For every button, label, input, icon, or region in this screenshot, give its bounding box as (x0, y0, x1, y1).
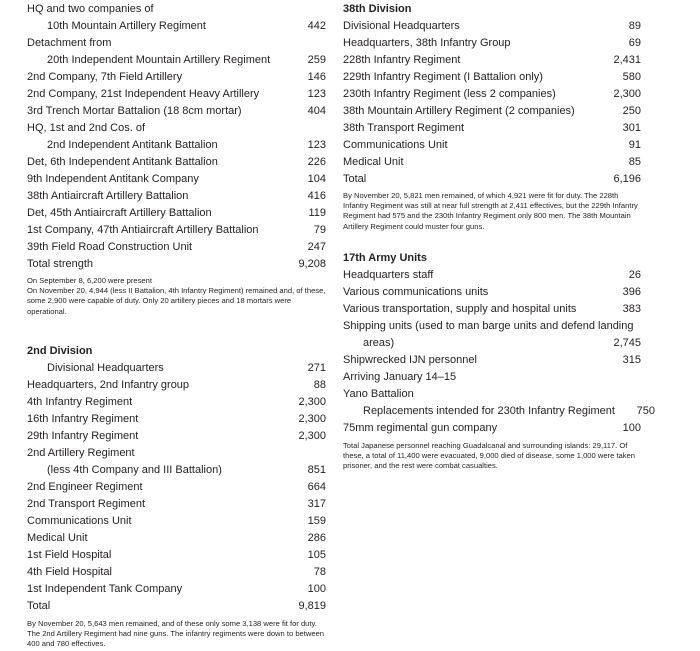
strength-value: 78 (313, 566, 326, 579)
strength-value: 2,300 (613, 87, 641, 100)
unit-label: Medical Unit (27, 532, 88, 545)
strength-value: 146 (307, 70, 326, 83)
strength-value: 250 (622, 104, 641, 117)
unit-label: 38th Transport Regiment (343, 121, 465, 134)
section-heading (343, 250, 641, 267)
table-row (27, 102, 326, 119)
table-row (343, 267, 641, 284)
unit-label: 1st Independent Tank Company (27, 583, 183, 596)
strength-value: 383 (622, 303, 641, 316)
unit-label: (less 4th Company and III Battalion) (47, 464, 222, 477)
strength-value: 580 (622, 70, 641, 83)
unit-label: Total (27, 600, 51, 613)
footnote: On September 8, 6,200 were present (27, 276, 152, 285)
unit-label: 229th Infantry Regiment (I Battalion only) (343, 70, 543, 83)
table-row (27, 153, 326, 170)
unit-label: Detachment from (27, 36, 112, 49)
strength-value: 69 (628, 36, 641, 49)
strength-value: 271 (307, 362, 326, 375)
table-row (343, 284, 641, 301)
unit-label: 228th Infantry Regiment (343, 53, 461, 66)
table-row (27, 377, 326, 394)
table-row (27, 496, 326, 513)
unit-label: 4th Infantry Regiment (27, 396, 133, 409)
unit-label: 17th Army Units (343, 252, 427, 265)
table-row (27, 581, 326, 598)
table-row (343, 85, 641, 102)
strength-table (343, 0, 641, 187)
strength-value: 286 (307, 532, 326, 545)
strength-value: 2,745 (613, 337, 641, 350)
strength-value: 259 (307, 53, 326, 66)
strength-value: 247 (307, 240, 326, 253)
table-row (343, 335, 641, 352)
table-row (27, 411, 326, 428)
table-row (27, 445, 326, 462)
table-row (343, 119, 641, 136)
unit-label: Det, 6th Independent Antitank Battalion (27, 155, 218, 168)
unit-label: 10th Mountain Artillery Regiment (47, 19, 206, 32)
unit-label: 2nd Artillery Regiment (27, 447, 135, 460)
unit-label: 2nd Company, 7th Field Artillery (27, 70, 183, 83)
unit-label: 1st Company, 47th Antiaircraft Artillery Battalion (27, 223, 259, 236)
table-row (27, 238, 326, 255)
unit-label: Yano Battalion (343, 388, 414, 401)
table-row (343, 352, 641, 369)
strength-table (343, 250, 655, 437)
table-row (343, 170, 641, 187)
unit-label: Det, 45th Antiaircraft Artillery Battalion (27, 206, 212, 219)
unit-label: 9th Independent Antitank Company (27, 172, 199, 185)
table-row (343, 68, 641, 85)
strength-value: 123 (307, 138, 326, 151)
footnote: By November 20, 5,643 men remained, and of these only some 3,138 were fit for duty. The 2nd Artillery Regiment had nine guns. The infantry regiments were down to between 400 and 780 effectives. (27, 618, 325, 649)
table-row (343, 318, 641, 335)
table-row (27, 34, 326, 51)
strength-value: 104 (307, 172, 326, 185)
table-row (27, 462, 326, 479)
unit-label: 75mm regimental gun company (343, 422, 498, 435)
strength-value: 2,300 (298, 413, 326, 426)
footnote: On November 20, 4,944 (less II Battalion, 4th Infantry Regiment) remained and, of these, some 2,900 were capable of duty. Only 20 artillery pieces and 18 mortars were operational. (27, 286, 326, 316)
unit-label: 2nd Company, 21st Independent Heavy Artillery (27, 87, 260, 100)
strength-value: 88 (313, 379, 326, 392)
strength-value: 2,300 (298, 396, 326, 409)
table-row (27, 360, 326, 377)
strength-value: 664 (307, 481, 326, 494)
table-row (27, 17, 326, 34)
strength-value: 2,300 (298, 430, 326, 443)
table-row (27, 136, 326, 153)
strength-value: 91 (628, 138, 641, 151)
unit-label: 3rd Trench Mortar Battalion (18 8cm mortar) (27, 104, 242, 117)
unit-label: 4th Field Hospital (27, 566, 112, 579)
table-row (27, 564, 326, 581)
table-row (343, 51, 641, 68)
unit-label: 2nd Transport Regiment (27, 498, 146, 511)
table-row (27, 598, 326, 615)
unit-label: 20th Independent Mountain Artillery Regiment (47, 53, 271, 66)
unit-label: Various communications units (343, 286, 489, 299)
table-row (27, 170, 326, 187)
table-row (27, 68, 326, 85)
unit-label: 2nd Engineer Regiment (27, 481, 143, 494)
strength-value: 2,431 (613, 53, 641, 66)
strength-table (27, 343, 326, 615)
strength-value: 26 (628, 269, 641, 282)
unit-label: Divisional Headquarters (47, 362, 164, 375)
unit-label: Shipping units (used to man barge units and defend landing (343, 320, 634, 333)
table-row (343, 17, 641, 34)
strength-value: 317 (307, 498, 326, 511)
unit-label: Total (343, 172, 367, 185)
table-row (343, 153, 641, 170)
unit-label: 16th Infantry Regiment (27, 413, 139, 426)
footnote: By November 20, 5,821 men remained, of which 4,921 were fit for duty. The 228th Infantry Regiment was still at near full strength at 2,411 effectives, but the 229th Infantry Regiment had 575 and the 230th Infantry Regiment only 800 men. The 38th Mountain Artillery Regiment could muster four guns. (343, 191, 638, 231)
table-row (27, 394, 326, 411)
unit-label: 38th Division (343, 2, 412, 15)
table-row (27, 221, 326, 238)
strength-value: 89 (628, 19, 641, 32)
unit-label: Headquarters, 2nd Infantry group (27, 379, 190, 392)
table-row (343, 301, 641, 318)
unit-label: Communications Unit (27, 515, 132, 528)
strength-value: 750 (636, 405, 655, 418)
table-row (27, 85, 326, 102)
strength-value: 123 (307, 87, 326, 100)
table-row (343, 34, 641, 51)
table-row (343, 403, 655, 420)
section-heading (27, 343, 326, 360)
table-row (27, 204, 326, 221)
unit-label: 38th Antiaircraft Artillery Battalion (27, 189, 189, 202)
table-row (343, 102, 641, 119)
unit-label: Communications Unit (343, 138, 448, 151)
unit-label: 2nd Independent Antitank Battalion (47, 138, 218, 151)
table-row (27, 51, 326, 68)
unit-label: Various transportation, supply and hospital units (343, 303, 577, 316)
unit-label: Total strength (27, 257, 94, 270)
table-row (27, 0, 326, 17)
strength-value: 159 (307, 515, 326, 528)
table-row (27, 547, 326, 564)
table-row (343, 136, 641, 153)
table-row (27, 255, 326, 272)
strength-value: 315 (622, 354, 641, 367)
unit-label: HQ and two companies of (27, 2, 154, 15)
strength-value: 85 (628, 155, 641, 168)
unit-label: Replacements intended for 230th Infantry Regiment (363, 405, 615, 418)
strength-value: 119 (308, 206, 326, 219)
unit-label: Divisional Headquarters (343, 19, 460, 32)
unit-label: areas) (363, 337, 395, 350)
section-heading (343, 0, 641, 17)
strength-value: 9,819 (298, 600, 326, 613)
strength-value: 9,208 (298, 257, 326, 270)
unit-label: Medical Unit (343, 155, 404, 168)
unit-label: Arriving January 14–15 (343, 371, 457, 384)
table-row (27, 119, 326, 136)
table-row (343, 369, 641, 386)
spacer (27, 317, 326, 343)
footnote: Total Japanese personnel reaching Guadalcanal and surrounding islands: 29,117. Of these, a total of 11,400 were evacuated, 9,000 died of disease, some 1,000 were taken prisoner, and the rest were combat casualties. (343, 440, 635, 471)
unit-label: 39th Field Road Construction Unit (27, 240, 193, 253)
table-row (343, 386, 641, 403)
unit-label: Headquarters staff (343, 269, 434, 282)
strength-value: 442 (307, 19, 326, 32)
strength-value: 105 (307, 549, 326, 562)
spacer (343, 232, 641, 250)
table-row (343, 420, 641, 437)
strength-value: 851 (307, 464, 326, 477)
unit-label: 38th Mountain Artillery Regiment (2 companies) (343, 104, 575, 117)
table-row (27, 187, 326, 204)
unit-label: 1st Field Hospital (27, 549, 112, 562)
unit-label: Headquarters, 38th Infantry Group (343, 36, 511, 49)
strength-value: 416 (307, 189, 326, 202)
strength-value: 404 (307, 104, 326, 117)
strength-value: 396 (622, 286, 641, 299)
unit-label: 2nd Division (27, 345, 93, 358)
table-row (27, 513, 326, 530)
strength-value: 79 (313, 223, 326, 236)
strength-value: 301 (622, 121, 641, 134)
unit-label: 230th Infantry Regiment (less 2 companies) (343, 87, 556, 100)
table-row (27, 479, 326, 496)
strength-value: 226 (307, 155, 326, 168)
left-column (27, 0, 326, 649)
strength-value: 100 (622, 422, 641, 435)
table-row (27, 428, 326, 445)
right-column (343, 0, 655, 471)
strength-value: 100 (307, 583, 326, 596)
unit-label: Shipwrecked IJN personnel (343, 354, 477, 367)
unit-label: HQ, 1st and 2nd Cos. of (27, 121, 146, 134)
strength-table (27, 0, 326, 272)
unit-label: 29th Infantry Regiment (27, 430, 139, 443)
table-row (27, 530, 326, 547)
strength-value: 6,196 (613, 172, 641, 185)
